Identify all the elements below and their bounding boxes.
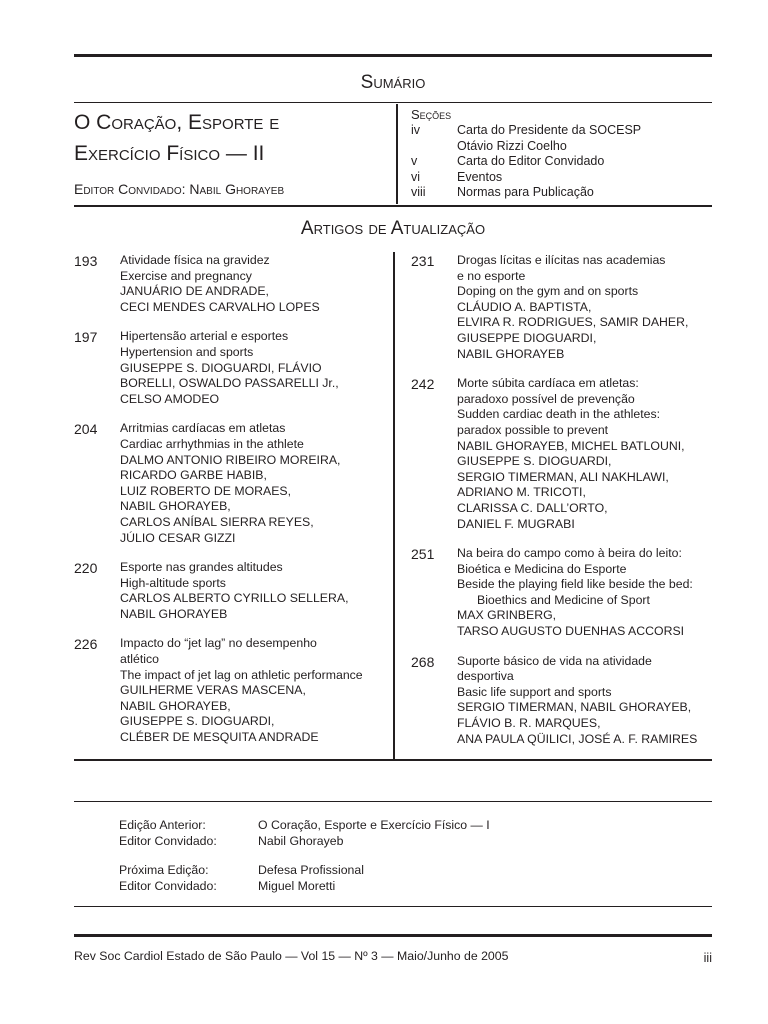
article-line: Bioethics and Medicine of Sport bbox=[477, 592, 650, 607]
article-line: e no esporte bbox=[457, 268, 526, 283]
article-line: MAX GRINBERG, bbox=[457, 608, 557, 623]
article-entry[interactable] bbox=[411, 546, 711, 640]
article-line: Suporte básico de vida na atividade bbox=[457, 653, 652, 668]
edition-label: Edição Anterior: bbox=[119, 818, 206, 832]
guest-editor: Editor Convidado: Nabil Ghorayeb bbox=[74, 181, 285, 197]
secoes-item[interactable] bbox=[411, 123, 641, 139]
article-line: GUILHERME VERAS MASCENA, bbox=[120, 683, 306, 698]
article-line: Sudden cardiac death in the athletes: bbox=[457, 407, 661, 422]
article-line: NABIL GHORAYEB, bbox=[120, 499, 231, 514]
article-entry[interactable] bbox=[74, 560, 364, 622]
article-line: Bioética e Medicina do Esporte bbox=[457, 561, 627, 576]
article-line: ELVIRA R. RODRIGUES, SAMIR DAHER, bbox=[457, 315, 689, 330]
editions-top-rule bbox=[74, 801, 712, 802]
article-line: NABIL GHORAYEB, bbox=[120, 698, 231, 713]
article-line: paradox possible to prevent bbox=[457, 422, 609, 437]
article-entry[interactable] bbox=[74, 421, 364, 546]
next-edition-block bbox=[119, 863, 364, 894]
volume-title-line-1: O Coração, Esporte e bbox=[74, 111, 280, 134]
journal-reference: Rev Soc Cardiol Estado de São Paulo — Vol 15 — Nº 3 — Maio/Junho de 2005 bbox=[74, 949, 509, 963]
secoes-text: Eventos bbox=[457, 169, 503, 184]
article-line: CLARISSA C. DALL’ORTO, bbox=[457, 500, 608, 515]
title-rule bbox=[74, 102, 712, 103]
secoes-text: Normas para Publicação bbox=[457, 185, 594, 200]
secoes-page: vi bbox=[411, 169, 421, 184]
article-page: 268 bbox=[411, 653, 435, 670]
editions-bottom-rule bbox=[74, 906, 712, 907]
article-line: TARSO AUGUSTO DUENHAS ACCORSI bbox=[457, 624, 685, 639]
article-entry[interactable] bbox=[74, 636, 364, 745]
top-rule bbox=[74, 54, 712, 57]
article-line: GIUSEPPE DIOGUARDI, bbox=[457, 330, 597, 345]
article-line: CECI MENDES CARVALHO LOPES bbox=[120, 299, 320, 314]
secoes-item[interactable] bbox=[411, 170, 641, 186]
article-line: Drogas lícitas e ilícitas nas academias bbox=[457, 253, 666, 267]
article-line: BORELLI, OSWALDO PASSARELLI Jr., bbox=[120, 376, 339, 391]
article-line: DANIEL F. MUGRABI bbox=[457, 516, 575, 531]
secoes-text: Carta do Presidente da SOCESP bbox=[457, 123, 642, 137]
edition-label: Editor Convidado: bbox=[119, 878, 217, 893]
article-line: Impacto do “jet lag” no desempenho bbox=[120, 636, 317, 651]
article-page: 242 bbox=[411, 376, 435, 393]
article-line: paradoxo possível de prevenção bbox=[457, 391, 635, 406]
secoes-text: Otávio Rizzi Coelho bbox=[457, 138, 567, 153]
article-line: RICARDO GARBE HABIB, bbox=[120, 468, 267, 483]
page-number: iii bbox=[703, 951, 712, 965]
article-line: Arritmias cardíacas em atletas bbox=[120, 421, 286, 436]
header-column-divider bbox=[396, 104, 398, 204]
edition-value: Defesa Profissional bbox=[258, 863, 364, 877]
article-line: High-altitude sports bbox=[120, 575, 226, 590]
article-line: CARLOS ANÍBAL SIERRA REYES, bbox=[120, 514, 314, 529]
article-entry[interactable] bbox=[74, 329, 364, 407]
edition-value: Miguel Moretti bbox=[258, 878, 336, 893]
article-page: 226 bbox=[74, 636, 98, 653]
article-line: Doping on the gym and on sports bbox=[457, 284, 639, 299]
article-line: desportiva bbox=[457, 669, 514, 684]
secoes-item[interactable] bbox=[411, 185, 641, 201]
article-line: JÚLIO CESAR GIZZI bbox=[120, 530, 236, 545]
article-entry[interactable] bbox=[411, 253, 711, 362]
article-line: Atividade física na gravidez bbox=[120, 253, 270, 267]
secoes-item[interactable] bbox=[411, 154, 641, 170]
articles-heading: Artigos de Atualização bbox=[300, 218, 486, 239]
article-line: CLÉBER DE MESQUITA ANDRADE bbox=[120, 730, 319, 745]
article-line: GIUSEPPE S. DIOGUARDI, FLÁVIO bbox=[120, 360, 322, 375]
secoes-heading: Seções bbox=[411, 107, 452, 122]
article-page: 204 bbox=[74, 421, 98, 438]
article-line: FLÁVIO B. R. MARQUES, bbox=[457, 716, 601, 731]
previous-edition-block bbox=[119, 818, 490, 849]
article-line: Hypertension and sports bbox=[120, 344, 254, 359]
article-line: CELSO AMODEO bbox=[120, 391, 220, 406]
footer-rule bbox=[74, 934, 712, 937]
article-line: NABIL GHORAYEB, MICHEL BATLOUNI, bbox=[457, 438, 685, 453]
secoes-list bbox=[411, 123, 641, 201]
article-line: The impact of jet lag on athletic performance bbox=[120, 667, 363, 682]
article-page: 231 bbox=[411, 253, 435, 269]
edition-label: Editor Convidado: bbox=[119, 833, 217, 848]
article-entry[interactable] bbox=[74, 253, 364, 315]
articles-column-divider bbox=[393, 252, 395, 759]
article-line: SERGIO TIMERMAN, NABIL GHORAYEB, bbox=[457, 700, 692, 715]
secoes-page: viii bbox=[411, 185, 426, 200]
edition-label: Próxima Edição: bbox=[119, 863, 209, 877]
article-line: CARLOS ALBERTO CYRILLO SELLERA, bbox=[120, 591, 349, 606]
article-page: 193 bbox=[74, 253, 98, 269]
article-line: Morte súbita cardíaca em atletas: bbox=[457, 376, 639, 391]
articles-right-column bbox=[411, 253, 711, 761]
article-line: Beside the playing field like beside the bed: bbox=[457, 577, 693, 592]
edition-value: Nabil Ghorayeb bbox=[258, 833, 344, 848]
article-line: Hipertensão arterial e esportes bbox=[120, 329, 289, 344]
article-line: ADRIANO M. TRICOTI, bbox=[457, 485, 586, 500]
article-line: Exercise and pregnancy bbox=[120, 268, 252, 283]
secoes-page: v bbox=[411, 154, 418, 169]
article-line: GIUSEPPE S. DIOGUARDI, bbox=[120, 714, 275, 729]
article-entry[interactable] bbox=[411, 376, 711, 532]
article-line: DALMO ANTONIO RIBEIRO MOREIRA, bbox=[120, 452, 341, 467]
articles-left-column bbox=[74, 253, 364, 760]
article-line: Basic life support and sports bbox=[457, 684, 612, 699]
article-page: 197 bbox=[74, 329, 98, 346]
article-line: ANA PAULA QÜILICI, JOSÉ A. F. RAMIRES bbox=[457, 731, 698, 746]
article-line: NABIL GHORAYEB bbox=[120, 606, 228, 621]
article-line: atlético bbox=[120, 652, 159, 667]
article-line: NABIL GHORAYEB bbox=[457, 346, 565, 361]
article-line: CLÁUDIO A. BAPTISTA, bbox=[457, 299, 592, 314]
article-line: Na beira do campo como à beira do leito: bbox=[457, 546, 682, 561]
header-bottom-rule bbox=[74, 205, 712, 207]
secoes-item bbox=[411, 139, 641, 155]
article-page: 220 bbox=[74, 560, 98, 577]
article-line: GIUSEPPE S. DIOGUARDI, bbox=[457, 454, 612, 469]
volume-title-line-2: Exercício Físico — II bbox=[74, 142, 265, 165]
article-line: SERGIO TIMERMAN, ALI NAKHLAWI, bbox=[457, 469, 669, 484]
article-line: JANUÁRIO DE ANDRADE, bbox=[120, 284, 269, 299]
article-page: 251 bbox=[411, 546, 435, 563]
article-line: LUIZ ROBERTO DE MORAES, bbox=[120, 483, 292, 498]
secoes-page: iv bbox=[411, 123, 421, 137]
secoes-text: Carta do Editor Convidado bbox=[457, 154, 605, 169]
secoes-page bbox=[411, 139, 457, 155]
article-line: Cardiac arrhythmias in the athlete bbox=[120, 436, 304, 451]
page-title: Sumário bbox=[360, 72, 426, 93]
article-line: Esporte nas grandes altitudes bbox=[120, 560, 283, 575]
article-entry[interactable] bbox=[411, 654, 711, 748]
edition-value: O Coração, Esporte e Exercício Físico — I bbox=[258, 818, 490, 832]
